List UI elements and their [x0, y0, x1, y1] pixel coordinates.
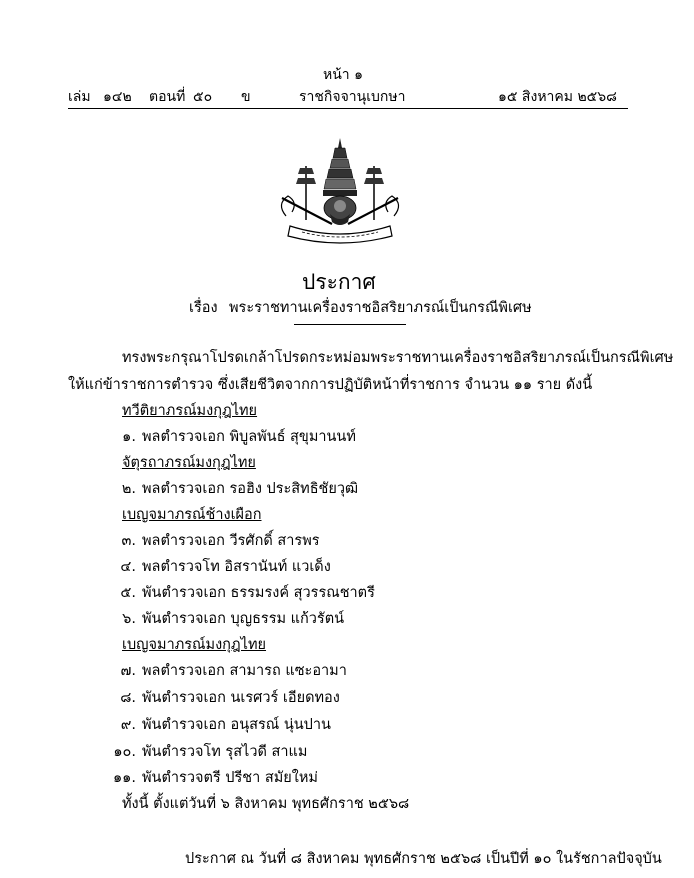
list-item [106, 477, 358, 500]
item-name: พลตำรวจเอก รอฮิง ประสิทธิชัยวุฒิ [142, 481, 359, 497]
item-number: ๙. [120, 717, 136, 733]
section-number: ๕๐ [193, 89, 213, 105]
page-number: หน้า ๑ [323, 67, 363, 83]
list-item [106, 766, 318, 789]
group-heading: ทวีติยาภรณ์มงกุฎไทย [122, 403, 258, 419]
item-number: ๒. [121, 481, 136, 497]
list-item [106, 740, 307, 763]
item-number: ๑๐. [113, 744, 136, 760]
issue-date: ๑๕ สิงหาคม ๒๕๖๘ [498, 89, 617, 105]
item-name: พันตำรวจโท รุสไวดี สาแม [142, 744, 308, 760]
item-number: ๗. [120, 663, 136, 679]
group-heading: จัตุรถาภรณ์มงกุฎไทย [122, 455, 256, 471]
list-item [106, 529, 320, 552]
announcement-title: ประกาศ [302, 270, 376, 294]
publication-name: ราชกิจจานุเบกษา [299, 89, 406, 105]
volume-number: ๑๔๒ [103, 89, 132, 105]
header-rule [68, 108, 628, 109]
section-label: ตอนที่ [149, 89, 186, 105]
royal-emblem [272, 138, 408, 248]
effective-date: ทั้งนี้ ตั้งแต่วันที่ ๖ สิงหาคม พุทธศักราช ๒๕๖๘ [122, 796, 410, 812]
list-item [106, 659, 347, 682]
subject-label: เรื่อง [189, 300, 218, 316]
royal-garuda-emblem-icon [272, 138, 408, 244]
item-number: ๑. [122, 429, 136, 445]
group-heading: เบญจมาภรณ์ช้างเผือก [122, 507, 262, 523]
list-item [106, 425, 356, 448]
item-number: ๑๑. [112, 770, 136, 786]
body-line-1: ทรงพระกรุณาโปรดเกล้าโปรดกระหม่อมพระราชทานเครื่องราชอิสริยาภรณ์เป็นกรณีพิเศษ [122, 350, 674, 366]
list-item [106, 581, 375, 604]
list-item [106, 607, 344, 630]
list-item [106, 713, 331, 736]
part-letter: ข [241, 89, 251, 105]
item-name: พลตำรวจเอก พิบูลพันธ์ สุขุมานนท์ [142, 429, 356, 445]
item-name: พลตำรวจโท อิสรานันท์ แวเด็ง [142, 559, 331, 575]
item-number: ๓. [121, 533, 136, 549]
item-name: พลตำรวจเอก วีรศักดิ์ สารพร [142, 533, 320, 549]
item-name: พันตำรวจเอก อนุสรณ์ นุ่นปาน [142, 717, 331, 733]
item-name: พันตำรวจเอก นเรศวร์ เอียดทอง [142, 690, 340, 706]
item-name: พันตำรวจเอก ธรรมรงค์ สุวรรณชาตรี [142, 585, 375, 601]
list-item [106, 686, 340, 709]
item-number: ๘. [120, 690, 136, 706]
title-divider [294, 324, 406, 325]
subject-text: พระราชทานเครื่องราชอิสริยาภรณ์เป็นกรณีพิเศษ [229, 300, 532, 316]
item-name: พันตำรวจเอก บุญธรรม แก้วรัตน์ [142, 611, 345, 627]
group-heading: เบญจมาภรณ์มงกุฎไทย [122, 637, 267, 653]
item-name: พันตำรวจตรี ปรีชา สมัยใหม่ [142, 770, 318, 786]
item-number: ๖. [122, 611, 136, 627]
item-number: ๕. [120, 585, 136, 601]
list-item [106, 555, 331, 578]
item-number: ๔. [120, 559, 136, 575]
body-line-2: ให้แก่ข้าราชการตำรวจ ซึ่งเสียชีวิตจากการปฏิบัติหน้าที่ราชการ จำนวน ๑๑ ราย ดังนี้ [68, 377, 593, 393]
volume-label: เล่ม [68, 89, 91, 105]
item-name: พลตำรวจเอก สามารถ แซะอามา [142, 663, 347, 679]
announcement-date: ประกาศ ณ วันที่ ๘ สิงหาคม พุทธศักราช ๒๕๖๘ เป็นปีที่ ๑๐ ในรัชกาลปัจจุบัน [185, 851, 662, 867]
